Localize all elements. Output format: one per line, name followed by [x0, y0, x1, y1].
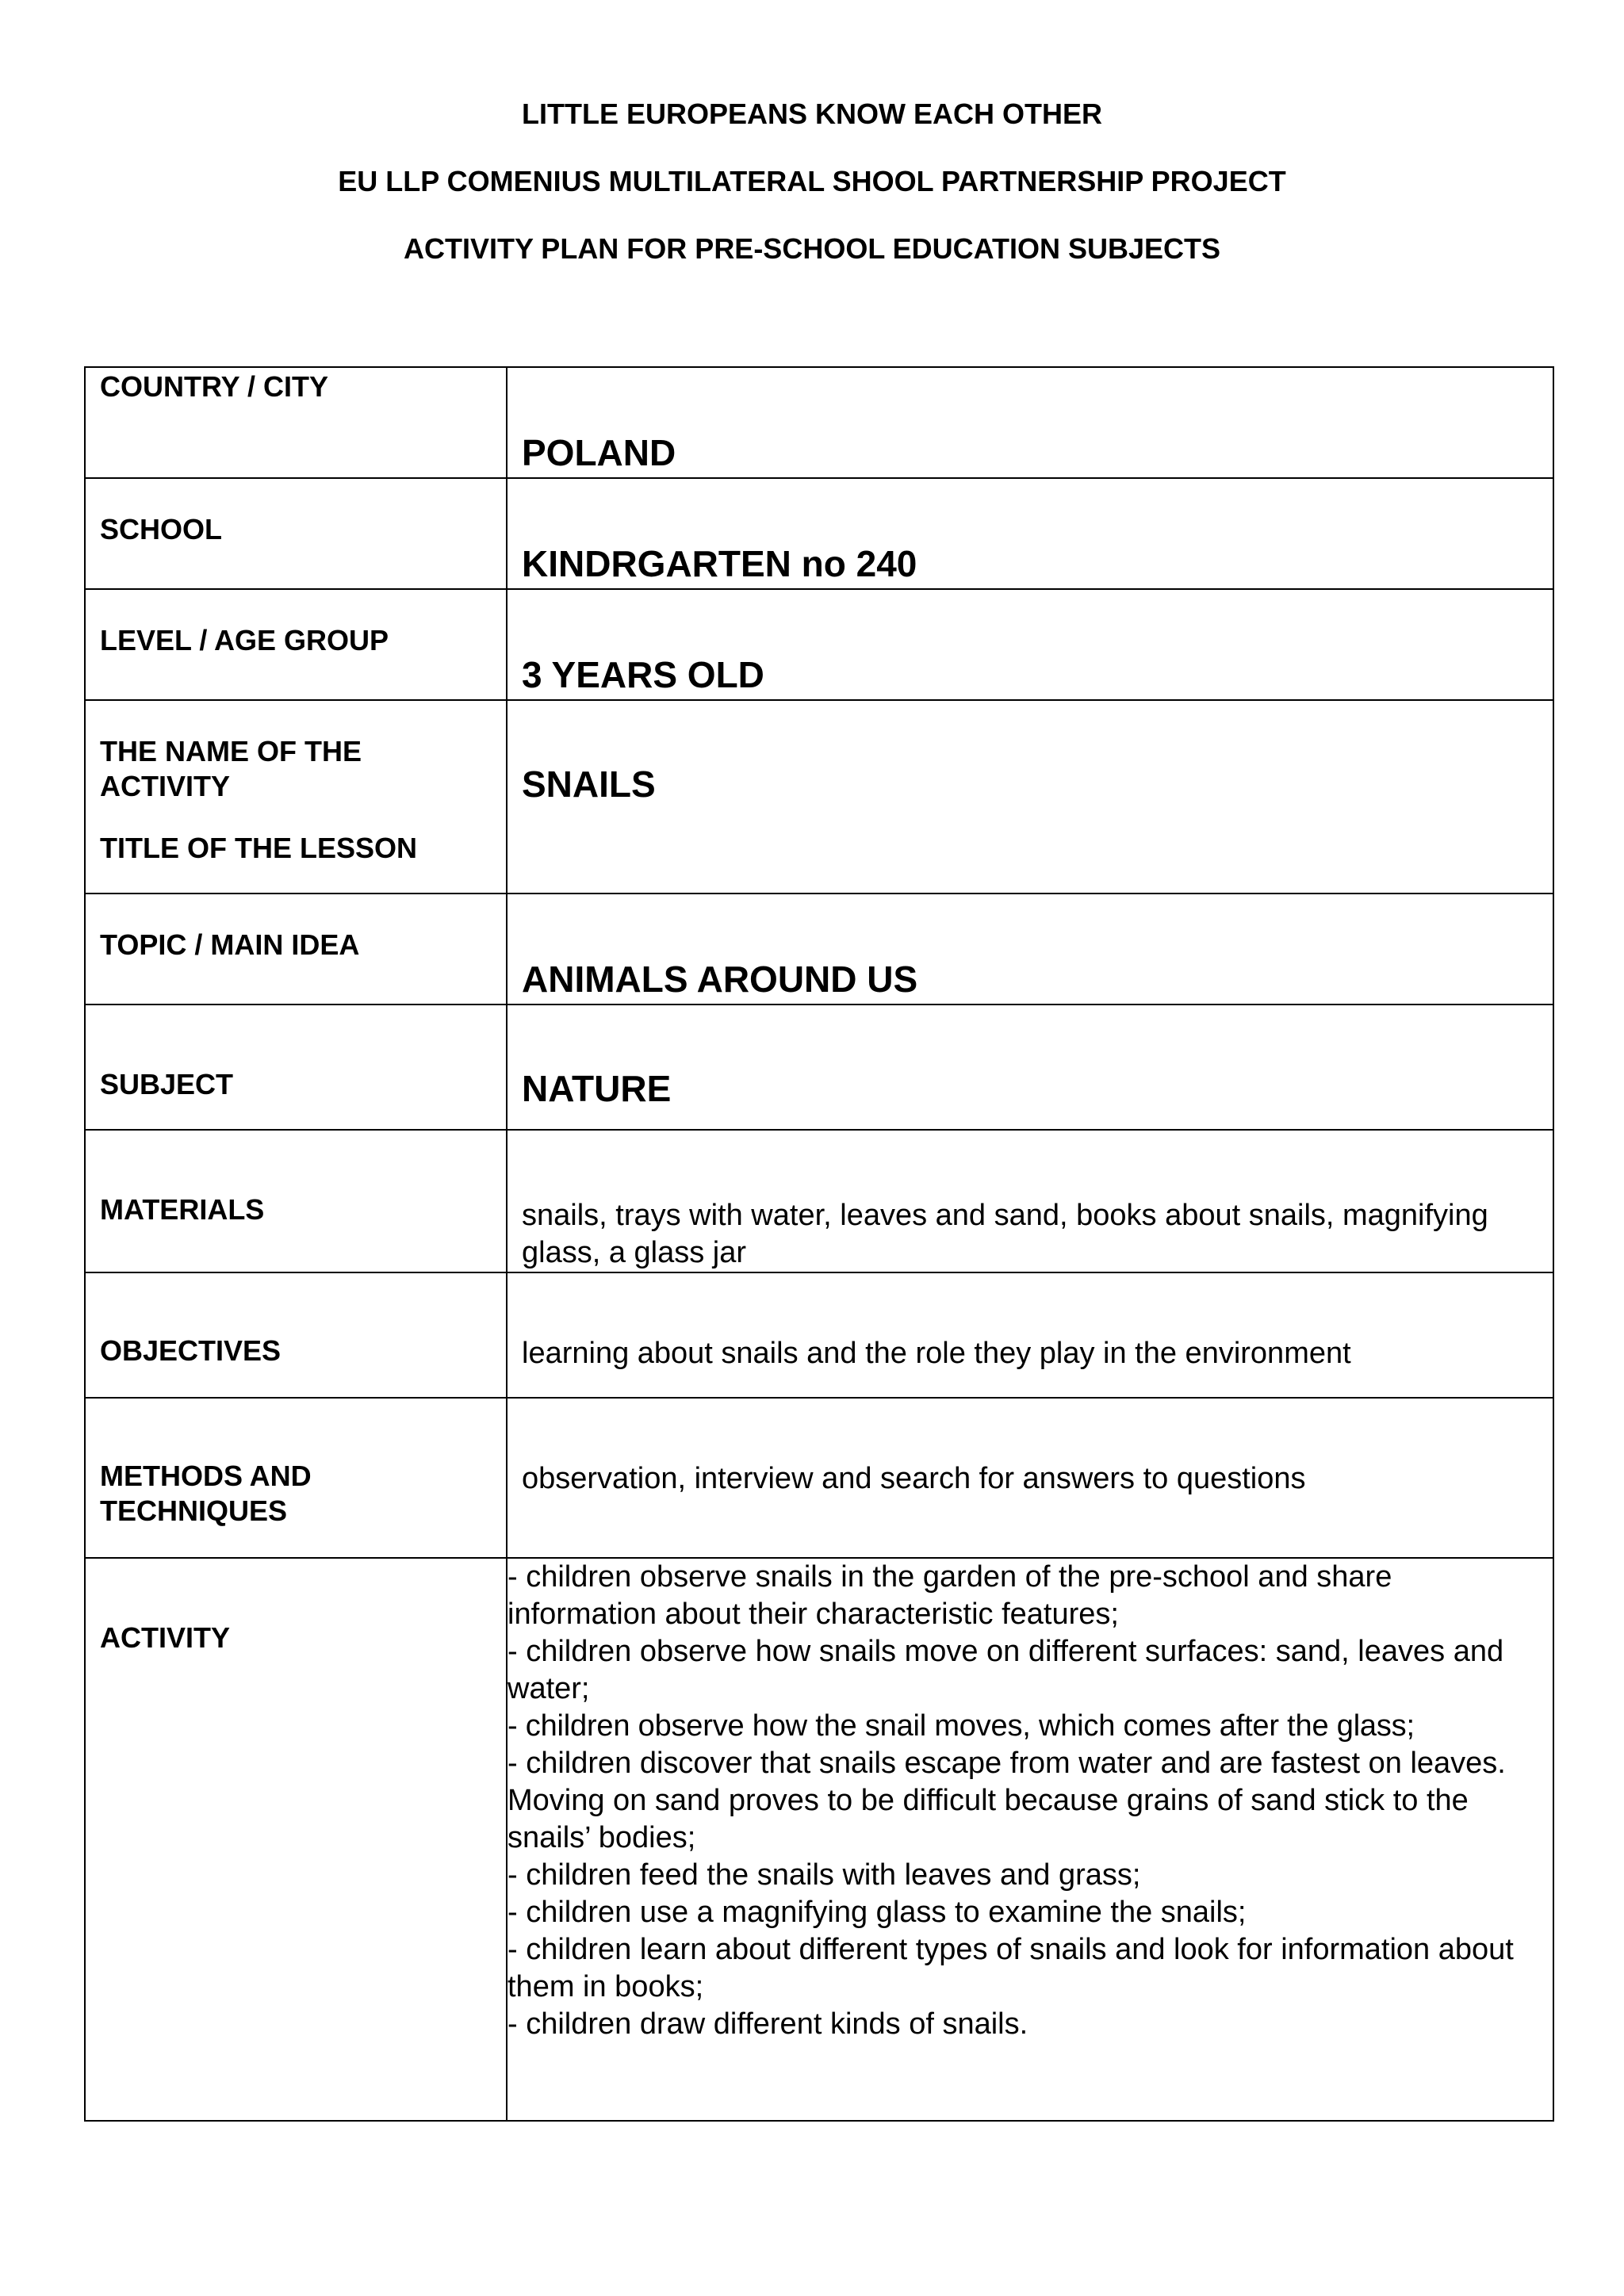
- activity-name-label: THE NAME OF THE ACTIVITY: [100, 735, 362, 802]
- label-cell: [85, 1558, 507, 2121]
- label-cell: [85, 589, 507, 700]
- topic-label: TOPIC / MAIN IDEA: [100, 928, 360, 961]
- materials-value: snails, trays with water, leaves and sand, books about snails, magnifying glass, a glass jar: [522, 1199, 1488, 1269]
- value-cell: [507, 1004, 1553, 1130]
- label-cell: [85, 700, 507, 894]
- label-cell: [85, 1004, 507, 1130]
- table-row-objectives: [85, 1272, 1553, 1398]
- subject-value: NATURE: [522, 1068, 672, 1109]
- table-row-topic: [85, 894, 1553, 1004]
- list-item: - children use a magnifying glass to examine the snails;: [508, 1896, 1247, 1929]
- label-cell: [85, 478, 507, 589]
- table-row-activity: [85, 1558, 1553, 2121]
- list-item: - children observe how the snail moves, which comes after the glass;: [508, 1709, 1415, 1743]
- methods-value: observation, interview and search for answers to questions: [522, 1462, 1306, 1495]
- activity-list: [508, 1559, 1553, 2043]
- topic-value: ANIMALS AROUND US: [522, 959, 918, 1000]
- activity-plan-table: [84, 366, 1554, 2122]
- label-cell: [85, 1130, 507, 1272]
- list-item: - children observe how snails move on different surfaces: sand, leaves and water;: [508, 1635, 1504, 1705]
- table-row-activity-name: [85, 700, 1553, 894]
- list-item: - children feed the snails with leaves and grass;: [508, 1858, 1141, 1892]
- table-row-level: [85, 589, 1553, 700]
- plan-heading: ACTIVITY PLAN FOR PRE-SCHOOL EDUCATION SUBJECTS: [403, 232, 1221, 265]
- methods-label: METHODS AND TECHNIQUES: [100, 1460, 312, 1527]
- level-value: 3 YEARS OLD: [522, 654, 764, 695]
- project-name: EU LLP COMENIUS MULTILATERAL SHOOL PARTNERSHIP PROJECT: [338, 165, 1286, 197]
- table-row-school: [85, 478, 1553, 589]
- value-cell: [507, 1398, 1553, 1558]
- value-cell: [507, 589, 1553, 700]
- school-label: SCHOOL: [100, 513, 223, 545]
- value-cell: [507, 894, 1553, 1004]
- value-cell: [507, 367, 1553, 478]
- table-row-methods: [85, 1398, 1553, 1558]
- level-label: LEVEL / AGE GROUP: [100, 624, 389, 656]
- list-item: - children discover that snails escape from water and are fastest on leaves. Moving on sand proves to be difficult because grains of sand stick to the snails’ bodies;: [508, 1747, 1506, 1854]
- materials-label: MATERIALS: [100, 1193, 265, 1226]
- country-value: POLAND: [522, 432, 676, 473]
- activity-label: ACTIVITY: [100, 1621, 231, 1654]
- school-value: KINDRGARTEN no 240: [522, 543, 917, 584]
- label-cell: [85, 1272, 507, 1398]
- objectives-value: learning about snails and the role they play in the environment: [522, 1337, 1351, 1370]
- list-item: - children observe snails in the garden of the pre-school and share information about their characteristic features;: [508, 1560, 1392, 1631]
- list-item: - children learn about different types of snails and look for information about them in books;: [508, 1933, 1514, 2003]
- list-item: - children draw different kinds of snails.: [508, 2007, 1028, 2041]
- value-cell: [507, 700, 1553, 894]
- table-row-subject: [85, 1004, 1553, 1130]
- table-row-materials: [85, 1130, 1553, 1272]
- value-cell: [507, 1272, 1553, 1398]
- label-cell: [85, 894, 507, 1004]
- table-row-country: [85, 367, 1553, 478]
- label-cell: [85, 367, 507, 478]
- country-label: COUNTRY / CITY: [100, 370, 329, 403]
- subject-label: SUBJECT: [100, 1068, 234, 1100]
- activity-name-value: SNAILS: [522, 763, 656, 805]
- value-cell: [507, 1558, 1553, 2121]
- value-cell: [507, 478, 1553, 589]
- objectives-label: OBJECTIVES: [100, 1334, 282, 1367]
- lesson-title-label: TITLE OF THE LESSON: [100, 832, 418, 864]
- label-cell: [85, 1398, 507, 1558]
- document-title: LITTLE EUROPEANS KNOW EACH OTHER: [521, 98, 1102, 130]
- value-cell: [507, 1130, 1553, 1272]
